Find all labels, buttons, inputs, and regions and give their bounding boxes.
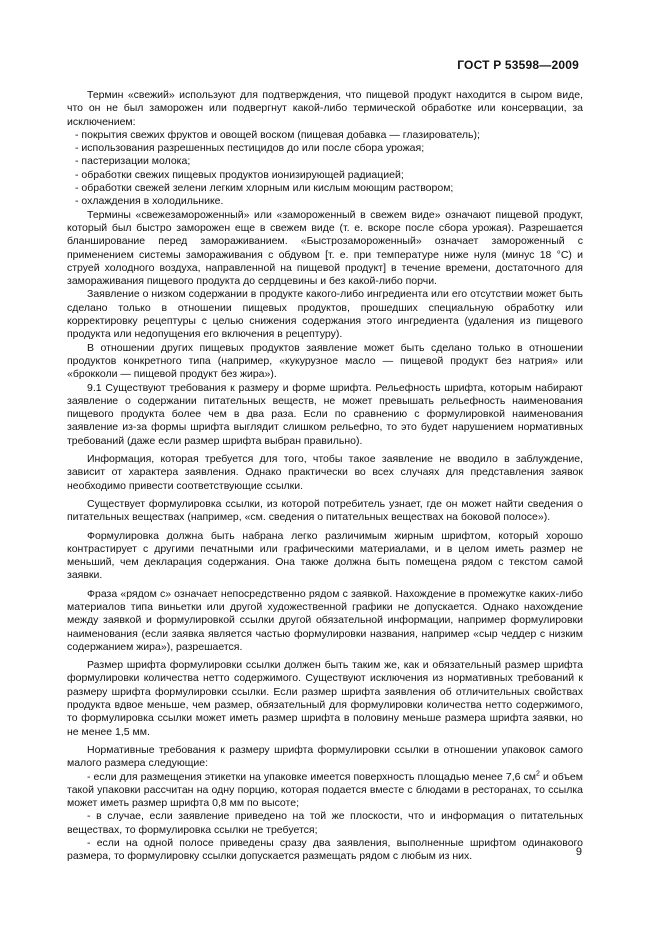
list-item-text: и объем такой упаковки рассчитан на одну порцию, которая подается вместе с блюдами в ресторанах, то ссылка может иметь размер шрифта 0,8 мм по высоте; bbox=[67, 770, 583, 810]
paragraph: 9.1 Существуют требования к размеру и форме шрифта. Рельефность шрифта, которым набирают заявление о содержании питательных веществ, не может превышать рельефность наименования пищевого продукта более чем в два раза. Если по сравнению с формулировкой наименования заявление из-за формы шрифта выглядит слишком рельефно, то это будет нарушением нормативных требований (даже если размер шрифта выбран правильно). bbox=[67, 381, 583, 447]
list-item: - если на одной полосе приведены сразу два заявления, выполненные шрифтом одинакового размера, то формулировку ссылки допускается размещать рядом с любым из них. bbox=[67, 837, 583, 863]
paragraph: Размер шрифта формулировки ссылки должен быть таким же, как и обязательный размер шрифта формулировки количества нетто содержимого. Существуют исключения из нормативных требований к размеру шрифта формулировки ссылки. Если размер шрифта заявления об отличительных свойствах продукта вдвое меньше, чем размер, обязательный для формулировки количества нетто содержимого, то формулировка ссылки может иметь размер шрифта в половину меньше размера шрифта заявки, но не менее 1,5 мм. bbox=[67, 659, 583, 738]
paragraph: Информация, которая требуется для того, чтобы такое заявление не вводило в заблуждение, зависит от характера заявления. Однако практически во всех случаях для представления заявок необходимо привести соответствующие ссылки. bbox=[67, 453, 583, 492]
list-item: - в случае, если заявление приведено на той же плоскости, что и информация о питательных веществах, то формулировка ссылки не требуется; bbox=[67, 810, 583, 836]
paragraph: Заявление о низком содержании в продукте какого-либо ингредиента или его отсутствии может быть сделано только в отношении пищевых продуктов, прошедших специальную обработку или корректировку рецептуры с целью снижения содержания этого ингредиента (удаления из пищевого продукта или недопущения его включения в рецептуру). bbox=[67, 288, 583, 341]
list-item: - обработки свежих пищевых продуктов ионизирующей радиацией; bbox=[75, 168, 404, 181]
document-header: ГОСТ Р 53598—2009 bbox=[457, 58, 579, 72]
list-item: - покрытия свежих фруктов и овощей воском (пищевая добавка — глазирователь); bbox=[75, 128, 480, 141]
list-item: - использования разрешенных пестицидов до или после сбора урожая; bbox=[75, 142, 425, 155]
superscript: 2 bbox=[535, 770, 540, 778]
list-item: - пастеризации молока; bbox=[75, 155, 191, 168]
list-item: - охлаждения в холодильнике. bbox=[75, 195, 224, 208]
list-item: - обработки свежей зелени легким хлорным или кислым моющим раствором; bbox=[75, 182, 454, 195]
paragraph: Термины «свежезамороженный» или «замороженный в свежем виде» означают пищевой продукт, который был быстро заморожен еще в свежем виде (т. е. вскоре после сбора урожая). Разрешается бланширование перед замораживанием. «Быстрозамороженный» означает замороженный с применением системы замораживания с обдувом [т. е. при температуре ниже нуля (минус 18 °С) и струей холодного воздуха, направленной на пищевой продукт] в течение времени, достаточного для замораживания пищевого продукта до сердцевины и без какой-либо порчи. bbox=[67, 208, 583, 288]
paragraph: Существует формулировка ссылки, из которой потребитель узнает, где он может найти сведения о питательных веществах (например, «см. сведения о питательных веществах на боковой полосе»). bbox=[67, 497, 583, 524]
paragraph: Нормативные требования к размеру шрифта формулировки ссылки в отношении упаковок самого малого размера следующие: bbox=[67, 743, 583, 770]
paragraph: Фраза «рядом с» означает непосредственно рядом с заявкой. Нахождение в промежутке каких-либо материалов типа виньетки или другой художественной графики не допускается. Однако нахождение между заявкой и формулировкой ссылки другой обязательной информации, например формулировки наименования (если заявка является частью формулировки названия, например «сыр чеддер с низким содержанием жира»), разрешается. bbox=[67, 587, 583, 653]
document-body bbox=[67, 89, 583, 864]
list-item bbox=[67, 771, 583, 811]
page-number: 9 bbox=[575, 846, 582, 858]
paragraph: Формулировка должна быть набрана легко различимым жирным шрифтом, который хорошо контрастирует с другими печатными или графическими материалами, и в целом иметь размер не меньший, чем декларация содержания. Она также должна быть помещена рядом с текстом самой заявки. bbox=[67, 529, 583, 582]
paragraph: В отношении других пищевых продуктов заявление может быть сделано только в отношении продуктов конкретного типа (например, «кукурузное масло — пищевой продукт без натрия» или «брокколи — пищевой продукт без жира»). bbox=[67, 341, 583, 381]
paragraph: Термин «свежий» используют для подтверждения, что пищевой продукт находится в сыром виде, что он не был заморожен или подвергнут какой-либо термической обработке или консервации, за исключением: bbox=[67, 89, 583, 128]
list-item-text: - если для размещения этикетки на упаковке имеется поверхность площадью менее 7,6 см bbox=[87, 770, 536, 783]
